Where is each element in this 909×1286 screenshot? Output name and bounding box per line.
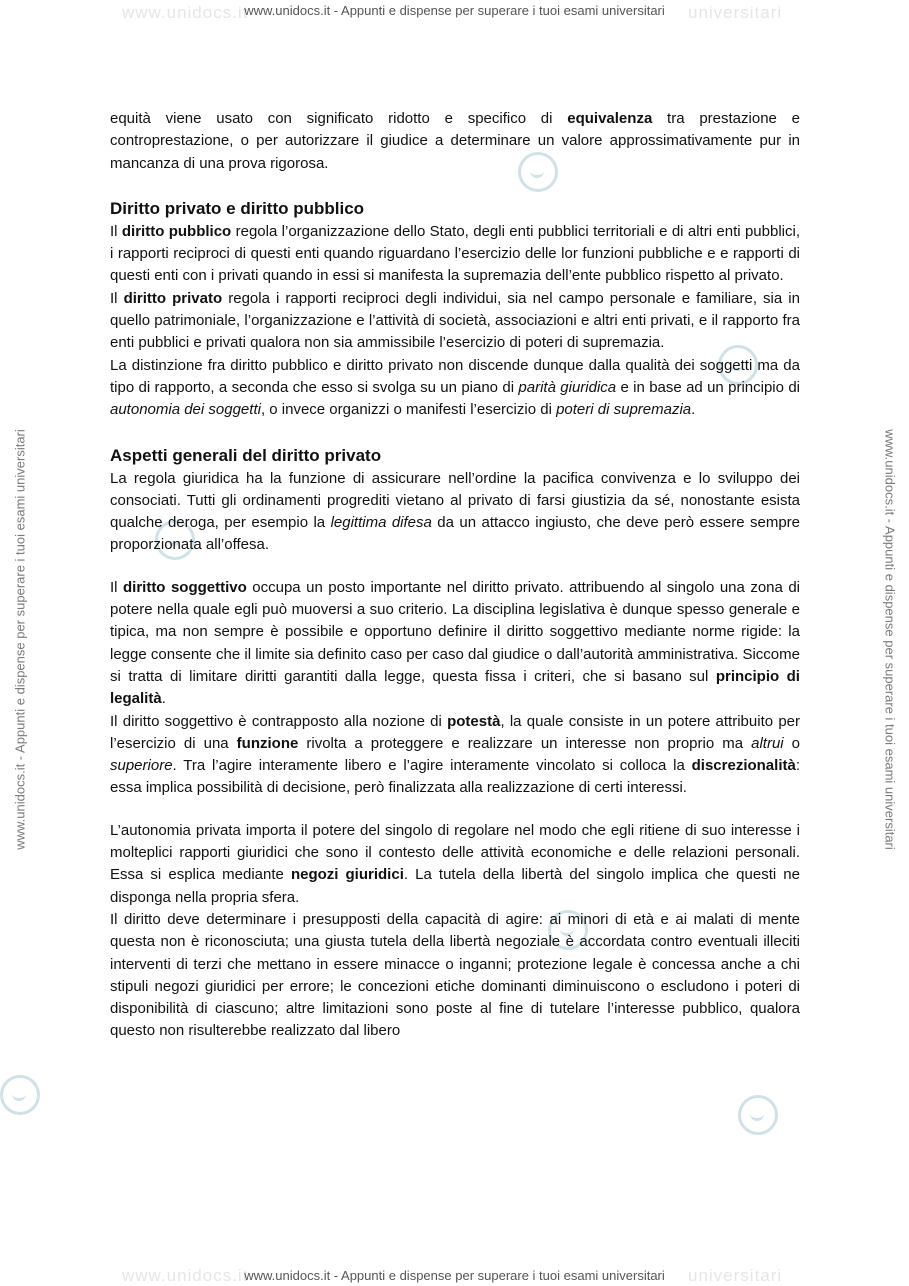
unidocs-logo-icon [738,1095,778,1135]
paragraph-autonomia-privata: L’autonomia privata importa il potere del singolo di regolare nel modo che egli ritiene di suo interesse i molteplici rapporti giuridici che sono il contesto delle attività economiche e delle relazioni personali. Essa si esplica mediante negozi giuridici. La tutela della libertà del singolo implica che questi ne disponga nella propria sfera. [110,821,800,906]
faint-watermark-left: www.unidocs.it [122,3,249,22]
side-watermark-left: www.unidocs.it - Appunti e dispense per superare i tuoi esami universitari [12,429,28,850]
footer-watermark: www.unidocs.it - Appunti e dispense per superare i tuoi esami universitari [244,1268,665,1283]
paragraph-regola-giuridica: La regola giuridica ha la funzione di assicurare nell’ordine la pacifica convivenza e lo sviluppo dei consociati. Tutti gli ordinamenti progrediti vietano al privato di farsi giustizia da sé, nonostante esista qualche deroga, per esempio la legittima difesa da un attacco ingiusto, che deve però essere sempre proporzionata all’offesa. [110,469,800,554]
unidocs-logo-icon [0,1075,40,1115]
paragraph-diritto-pubblico: Il diritto pubblico regola l’organizzazione dello Stato, degli enti pubblici territoriali e di altri enti pubblici, i rapporti reciproci di questi enti quando riguardano l’esercizio delle lor funzioni pubbliche e e rapporti di questi enti con i privati quando in essi si manifesta la supremazia dell’ente pubblico rispetto al privato. [110,222,800,285]
paragraph-capacita-agire: Il diritto deve determinare i presupposti della capacità di agire: ai minori di età e ai malati di mente questa non è riconosciuta; una giusta tutela della libertà negoziale è accordata contro eventuali illeciti interventi di terzi che mettano in essere minacce o inganni; protezione legale è concessa anche a chi stipuli negozi giuridici per errore; le concezioni etiche dominanti diminuiscono o escludono i poteri di disponibilità di ciascuno; altre limitazioni sono poste al fine di tutelare l’interesse pubblico, qualora questo non risulterebbe realizzato dal libero [110,910,800,1040]
document-body [110,108,800,1043]
faint-watermark-right: universitari [688,1266,783,1285]
header-watermark: www.unidocs.it - Appunti e dispense per superare i tuoi esami universitari [244,3,665,18]
paragraph-distinzione: La distinzione fra diritto pubblico e diritto privato non discende dunque dalla qualità dei soggetti ma da tipo di rapporto, a seconda che esso si svolga su un piano di parità giuridica e in base ad un principio di autonomia dei soggetti, o invece organizzi o manifesti l’esercizio di poteri di supremazia. [110,356,801,419]
intro-paragraph: equità viene usato con significato ridotto e specifico di equivalenza tra prestazione e controprestazione, o per autorizzare il giudice a determinare un valore approssimativamente pur in mancanza di una prova rigorosa. [110,110,800,172]
side-watermark-right: www.unidocs.it - Appunti e dispense per superare i tuoi esami universitari [882,429,898,850]
faint-watermark-left: www.unidocs.it [122,1266,249,1285]
section-heading-aspetti-generali: Aspetti generali del diritto privato [110,445,382,465]
section-heading-diritto-privato-pubblico: Diritto privato e diritto pubblico [110,198,365,218]
paragraph-diritto-privato: Il diritto privato regola i rapporti reciproci degli individui, sia nel campo personale e familiare, sia in quello patrimoniale, l’organizzazione e l’attività di società, associazioni e altri enti privati, e il rapporto fra enti pubblici e privati qualora non sia ammissibile l’esercizio di poteri di supremazia. [110,289,800,352]
paragraph-potesta: Il diritto soggettivo è contrapposto alla nozione di potestà, la quale consiste in un potere attribuito per l’esercizio di una funzione rivolta a proteggere e realizzare un interesse non proprio ma altrui o superiore. Tra l’agire interamente libero e l’agire interamente vincolato si colloca la discrezionalità: essa implica possibilità di decisione, però finalizzata alla realizzazione di certi interessi. [110,712,801,797]
faint-watermark-right: universitari [688,3,783,22]
paragraph-diritto-soggettivo: Il diritto soggettivo occupa un posto importante nel diritto privato. attribuendo al singolo una zona di potere nella quale egli può muoversi a suo criterio. La disciplina legislativa è dunque spesso generale e tipica, ma non sempre è possibile e opportuno definire il diritto soggettivo mediante norme rigide: la legge consente che il limite sia definito caso per caso dal giudice o dall’autorità amministrativa. Siccome si tratta di limitare diritti garantiti dalla legge, questa fissa i criteri, che si basano sul principio di legalità. [110,578,800,708]
